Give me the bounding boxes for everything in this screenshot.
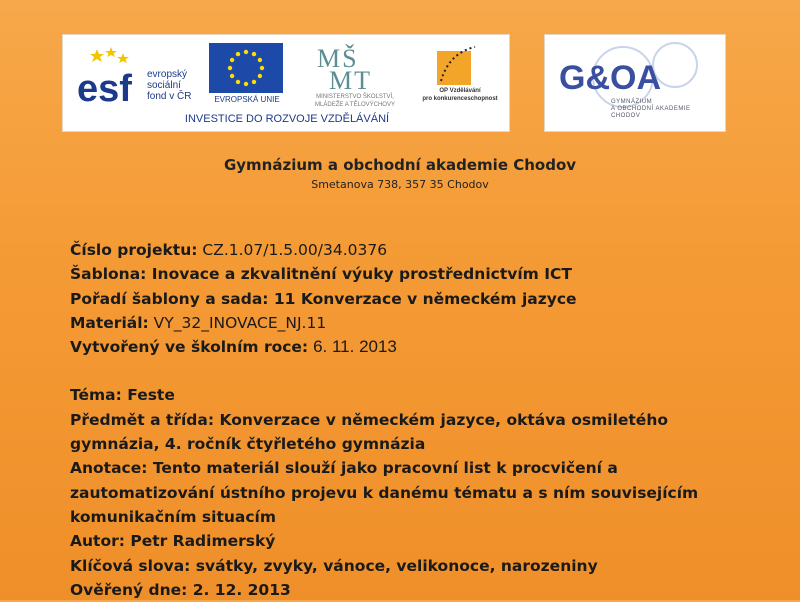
goa-caption (611, 99, 691, 120)
eu-star-icon (260, 66, 264, 70)
partner-logo-strip (62, 34, 510, 132)
investice-slogan: INVESTICE DO ROZVOJE VZDĚLÁVÁNÍ (184, 113, 390, 125)
created-label: Vytvořený ve školním roce: (70, 338, 309, 357)
op-caption-line: pro konkurenceschopnost (422, 96, 498, 102)
subject-text: gymnázia, 4. ročník čtyřletého gymnázia (70, 435, 426, 454)
msmt-caption (285, 93, 425, 109)
author-text: Autor: Petr Radimerský (70, 532, 276, 551)
eu-star-icon (258, 58, 262, 62)
esf-subtitle-line: evropský (147, 69, 188, 80)
svg-text:MT: MT (329, 66, 372, 95)
project-number-label: Číslo projektu: (70, 241, 198, 259)
material-label: Materiál: (70, 313, 149, 332)
esf-subtitle (147, 69, 191, 102)
esf-subtitle-line: fond v ČR (147, 91, 192, 102)
eu-star-icon (258, 74, 262, 78)
eu-star-icon (236, 80, 240, 84)
esf-letters: esf (77, 68, 132, 105)
eu-label: EVROPSKÁ UNIE (214, 95, 280, 104)
subject-text: Předmět a třída: Konverzace v německém jazyce, oktáva osmiletého (70, 410, 668, 429)
goa-caption-line: CHODOV (611, 113, 641, 119)
template-order-line (70, 287, 730, 311)
eu-star-icon (236, 52, 240, 56)
eu-star-icon (252, 52, 256, 56)
eu-star-icon (244, 50, 248, 54)
material-line (70, 311, 730, 335)
annotation-text: Anotace: Tento materiál slouží jako pracovní list k procvičení a (70, 459, 618, 478)
eu-star-icon (228, 66, 232, 70)
eu-star-icon (244, 82, 248, 86)
op-caption (415, 87, 505, 103)
annotation-line (70, 505, 730, 529)
msmt-caption-line: MLÁDEŽE A TĚLOVÝCHOVY (315, 102, 395, 108)
eu-flag-icon (209, 43, 283, 93)
project-number-value: CZ.1.07/1.5.00/34.0376 (202, 241, 388, 259)
verified-text: Ověřený dne: 2. 12. 2013 (70, 580, 291, 599)
keywords-line (70, 554, 730, 578)
goa-school-logo (544, 34, 726, 132)
project-number-line (70, 238, 730, 262)
school-name: Gymnázium a obchodní akademie Chodov (223, 156, 577, 174)
topic-line (70, 383, 730, 407)
svg-text:MŠ: MŠ (317, 44, 359, 73)
eu-star-icon (252, 80, 256, 84)
verified-line (70, 578, 730, 602)
op-caption-line: OP Vzdělávání (439, 88, 481, 94)
annotation-text: komunikačním situacím (70, 507, 277, 526)
author-line (70, 529, 730, 553)
keywords-text: Klíčová slova: svátky, zvyky, vánoce, velikonoce, narozeniny (70, 556, 598, 575)
goa-caption-line: GYMNÁZIUM (611, 99, 653, 105)
template-line (70, 262, 730, 286)
goa-caption-line: A OBCHODNÍ AKADEMIE (611, 106, 691, 112)
annotation-text: zautomatizování ústního projevu k danému tématu a s ním souvisejícím (70, 483, 699, 502)
esf-subtitle-line: sociální (147, 80, 181, 91)
msmt-caption-line: MINISTERSTVO ŠKOLSTVÍ, (316, 94, 394, 100)
eu-star-icon (230, 58, 234, 62)
template-text: Šablona: Inovace a zkvalitnění výuky prostřednictvím ICT (70, 265, 572, 284)
spacer (70, 359, 730, 383)
material-value: VY_32_INOVACE_NJ.11 (153, 313, 327, 332)
created-line (70, 335, 730, 359)
school-address: Smetanova 738, 357 35 Chodov (311, 178, 489, 191)
created-value: 6. 11. 2013 (313, 337, 397, 357)
op-vzdelavani-logo (435, 43, 479, 87)
annotation-line (70, 456, 730, 480)
annotation-line (70, 481, 730, 505)
project-info (70, 238, 730, 602)
template-order-text: Pořadí šablony a sada: 11 Konverzace v německém jazyce (70, 289, 577, 308)
goa-letters: G&OA (559, 59, 661, 97)
subject-line (70, 432, 730, 456)
subject-line (70, 408, 730, 432)
eu-star-icon (230, 74, 234, 78)
topic-text: Téma: Feste (70, 386, 175, 405)
